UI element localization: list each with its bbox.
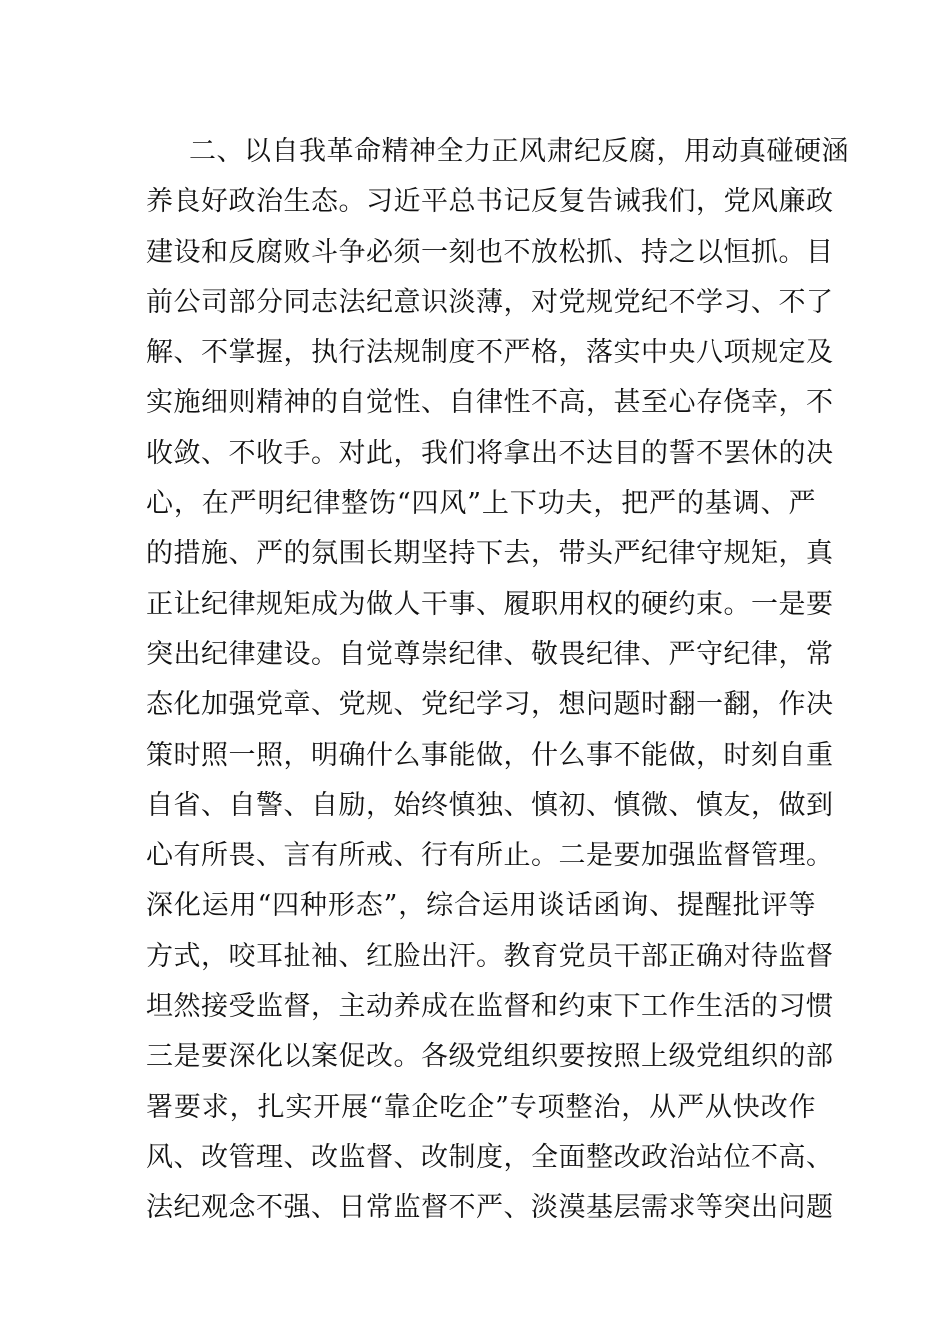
text-line: 法纪观念不强、日常监督不严、淡漠基层需求等突出问题: [146, 1192, 834, 1224]
text-line: 策时照一照，明确什么事能做，什么事不能做，时刻自重: [146, 739, 834, 771]
text-line: 方式，咬耳扯袖、红脸出汗。教育党员干部正确对待监督: [146, 940, 834, 972]
text-line: 解、不掌握，执行法规制度不严格，落实中央八项规定及: [146, 337, 834, 369]
text-line: 署要求，扎实开展“靠企吃企”专项整治，从严从快改作: [146, 1091, 816, 1123]
text-line: 心有所畏、言有所戒、行有所止。二是要加强监督管理。: [146, 840, 834, 872]
text-line: 养良好政治生态。习近平总书记反复告诫我们，党风廉政: [146, 186, 834, 218]
text-line: 前公司部分同志法纪意识淡薄，对党规党纪不学习、不了: [146, 286, 834, 318]
text-line: 风、改管理、改监督、改制度，全面整改政治站位不高、: [146, 1141, 834, 1173]
text-line: 心，在严明纪律整饬“四风”上下功夫，把严的基调、严: [146, 488, 816, 520]
text-line: 收敛、不收手。对此，我们将拿出不达目的誓不罢休的决: [146, 437, 834, 469]
text-line: 态化加强党章、党规、党纪学习，想问题时翻一翻，作决: [146, 689, 834, 721]
text-line: 二、以自我革命精神全力正风肃纪反腐，用动真碰硬涵: [189, 136, 849, 167]
text-line: 自省、自警、自励，始终慎独、慎初、慎微、慎友，做到: [146, 789, 834, 821]
text-line: 深化运用“四种形态”，综合运用谈话函询、提醒批评等: [146, 890, 816, 922]
text-line: 正让纪律规矩成为做人干事、履职用权的硬约束。一是要: [146, 588, 834, 620]
text-line: 的措施、严的氛围长期坚持下去，带头严纪律守规矩，真: [146, 538, 834, 570]
text-line: 突出纪律建设。自觉尊崇纪律、敬畏纪律、严守纪律，常: [146, 638, 834, 670]
text-line: 坦然接受监督，主动养成在监督和约束下工作生活的习惯: [146, 991, 834, 1023]
text-line: 三是要深化以案促改。各级党组织要按照上级党组织的部: [146, 1041, 834, 1073]
body-paragraph: [146, 127, 849, 1234]
text-line: 实施细则精神的自觉性、自律性不高，甚至心存侥幸，不: [146, 387, 834, 419]
text-line: 建设和反腐败斗争必须一刻也不放松抓、持之以恒抓。目: [146, 236, 834, 268]
